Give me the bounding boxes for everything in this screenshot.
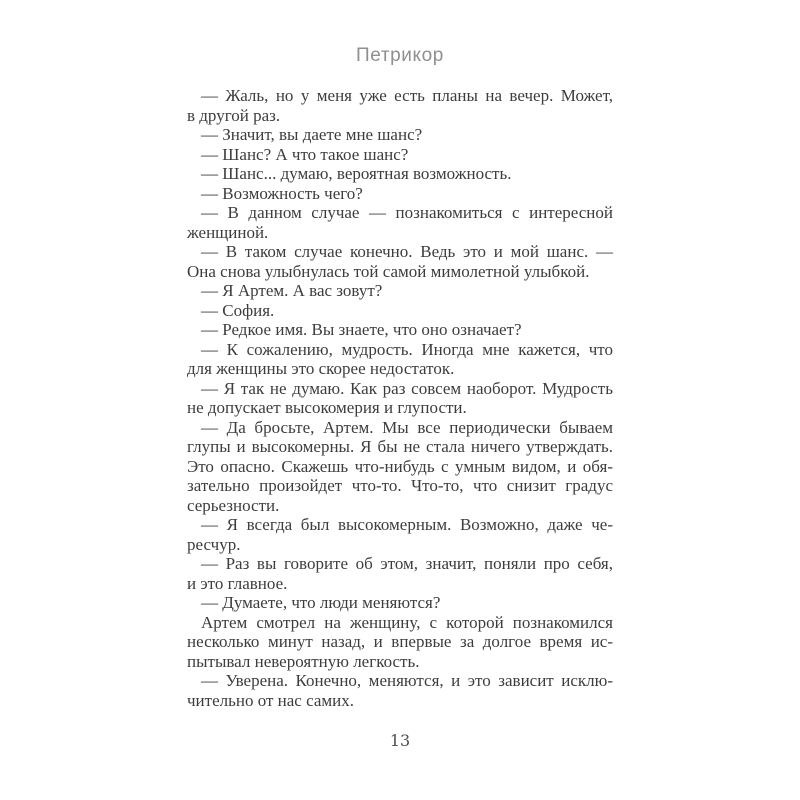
text-line: — Возможность чего?: [201, 183, 363, 203]
text-line: несколько минут назад, и впервые за долгое время ис-: [187, 632, 613, 651]
text-line: — Я так не думаю. Как раз совсем наоборот. Мудрость: [201, 378, 613, 398]
text-line: Она снова улыбнулась той самой мимолетной улыбкой.: [187, 261, 590, 281]
text-line: и это главное.: [187, 573, 288, 593]
text-line: — Шанс... думаю, вероятная возможность.: [201, 164, 512, 183]
text-line: ресчур.: [187, 534, 241, 554]
text-line: — В таком случае конечно. Ведь это и мой шанс. —: [201, 242, 613, 261]
text-line: — Да бросьте, Артем. Мы все периодически бываем: [201, 417, 613, 437]
text-line: женщиной.: [187, 222, 269, 242]
text-line: Артем смотрел на женщину, с которой познакомился: [201, 612, 613, 632]
text-line: Это опасно. Скажешь что-нибудь с умным видом, и обя-: [187, 456, 613, 476]
text-line: — Редкое имя. Вы знаете, что оно означает?: [201, 320, 522, 339]
text-line: не допускает высокомерия и глупости.: [187, 398, 467, 417]
text-block: [187, 86, 613, 710]
text-line: — Думаете, что люди меняются?: [201, 593, 441, 612]
page-number: 13: [389, 731, 411, 750]
text-line: чительно от нас самих.: [187, 690, 355, 710]
text-line: — Значит, вы даете мне шанс?: [201, 125, 423, 144]
text-line: — Жаль, но у меня уже есть планы на вечер. Может,: [201, 86, 613, 105]
text-line: — София.: [201, 300, 275, 320]
text-line: — Уверена. Конечно, меняются, и это зависит исклю-: [201, 671, 613, 690]
text-line: серьезности.: [187, 495, 280, 515]
text-line: глупы и высокомерны. Я бы не стала ничего утверждать.: [187, 437, 613, 456]
text-line: — Я Артем. А вас зовут?: [201, 281, 383, 300]
text-line: — К сожалению, мудрость. Иногда мне кажется, что: [201, 339, 613, 359]
running-header: Петрикор: [356, 45, 444, 66]
text-line: — В данном случае — познакомиться с интересной: [201, 203, 613, 222]
text-line: — Раз вы говорите об этом, значит, поняли про себя,: [201, 554, 613, 573]
text-line: — Я всегда был высокомерным. Возможно, даже че-: [201, 515, 613, 534]
text-line: в другой раз.: [187, 105, 281, 125]
text-line: для женщины это скорее недостаток.: [187, 359, 455, 378]
text-line: — Шанс? А что такое шанс?: [201, 144, 409, 164]
text-line: пытывал невероятную легкость.: [187, 651, 420, 671]
text-line: зательно произойдет что-то. Что-то, что снизит градус: [187, 476, 613, 495]
